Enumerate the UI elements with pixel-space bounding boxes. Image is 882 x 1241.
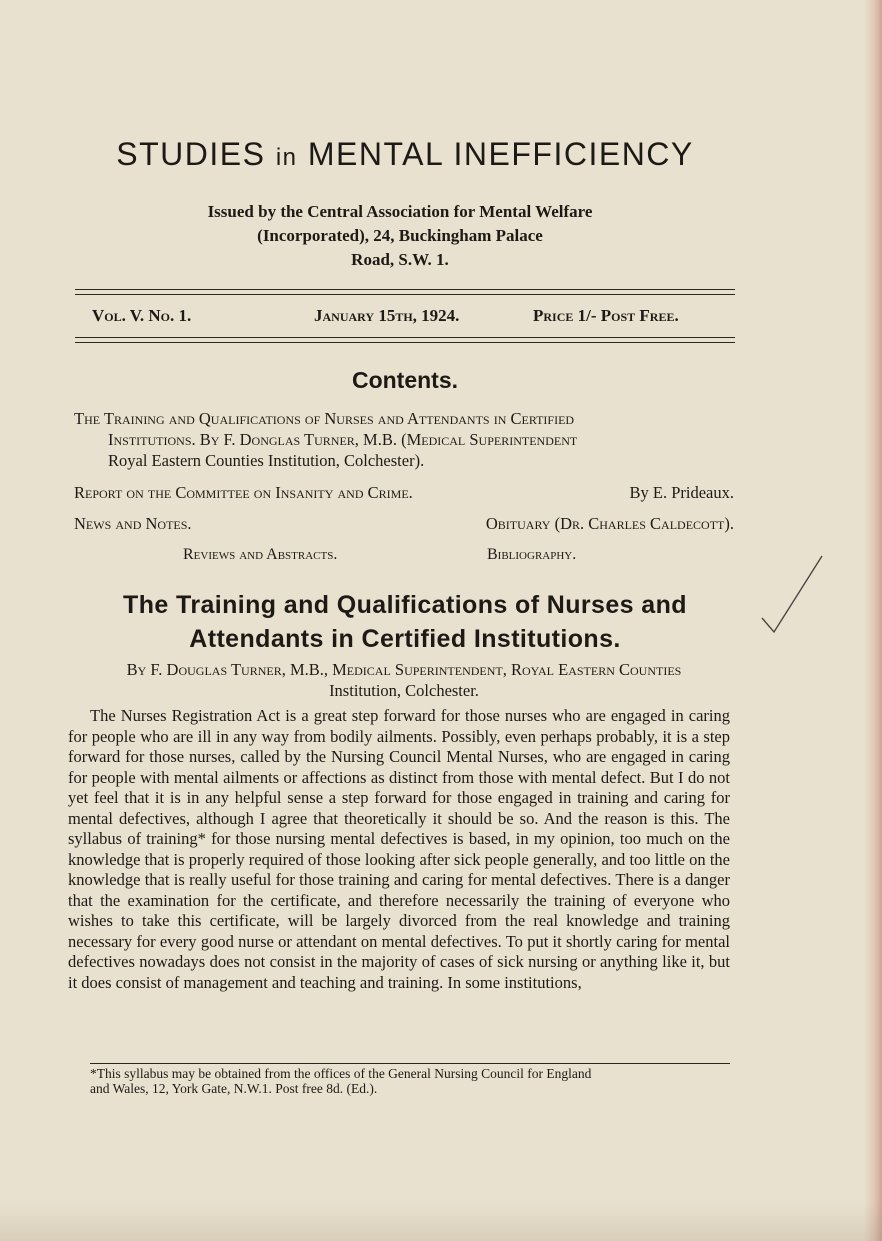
contents-item-1-line-3: Royal Eastern Counties Institution, Colchester). <box>108 451 425 470</box>
article-byline <box>73 659 735 701</box>
top-rule-1 <box>75 289 735 290</box>
contents-heading: Contents. <box>351 367 459 393</box>
article-body: The Nurses Registration Act is a great step forward for those nurses who are engaged in caring for people who are ill in any way from bodily ailments. Possibly, even perhaps probably, it is a step forward for those nurses, called by the Nursing Council Mental Nurses, who are engaged in caring for people with mental ailments or affections as distinct from those with mental defect. But I do not yet feel that it is in any helpful sense a step forward for those engaged in training and caring for mental defectives, although I agree that theoretically it should be so. And the reason is this. The syllabus of training* for those nursing mental defectives is based, in my opinion, too much on the knowledge that is properly required of those looking after sick people generally, and too little on the knowledge that is really useful for those training and caring for mental defectives. There is a danger that the examination for the certificate, and therefore necessarily the training of everyone who wishes to take this certificate, will be largely divorced from the real knowledge and training necessary for every good nurse or attendant on mental defectives. To put it shortly caring for mental defectives nowadays does not consist in the majority of cases of sick nursing or anything like it, but it does consist of management and teaching and training. In some institutions, <box>68 706 730 992</box>
article-title-line-2: Attendants in Certified Institutions. <box>189 625 621 653</box>
title-in: in <box>275 144 298 171</box>
contents-item-1-line-1: The Training and Qualifications of Nurses and Attendants in Certified <box>74 409 575 428</box>
footnote-rule <box>90 1063 730 1064</box>
contents-item-1-line-2: Institutions. By F. Donglas Turner, M.B. (Medical Superintendent <box>108 430 578 449</box>
journal-title <box>0 136 810 173</box>
contents-item-2-title: Report on the Committee on Insanity and Crime. <box>74 483 413 502</box>
issuer-block <box>170 200 630 272</box>
pencil-tick-mark-icon <box>760 548 830 638</box>
issuer-line-1: Issued by the Central Association for Mental Welfare <box>207 202 593 221</box>
issue-price: Price 1/- Post Free. <box>533 306 679 325</box>
footnote-line-2: and Wales, 12, York Gate, N.W.1. Post free 8d. (Ed.). <box>90 1081 378 1096</box>
title-part-1: STUDIES <box>116 136 276 172</box>
contents-item-3-title: News and Notes. <box>74 514 192 533</box>
bottom-rule-2 <box>75 342 735 343</box>
contents-item-4-bibliography: Bibliography. <box>487 546 577 563</box>
bottom-rule-1 <box>75 337 735 338</box>
byline-line-1: By F. Douglas Turner, M.B., Medical Superintendent, Royal Eastern Counties <box>126 660 682 679</box>
article-title <box>70 588 740 656</box>
page-bottom-shade <box>0 1201 882 1241</box>
issuer-line-3: Road, S.W. 1. <box>351 250 449 269</box>
contents-item-4-reviews: Reviews and Abstracts. <box>183 546 338 563</box>
top-rule-2 <box>75 294 735 295</box>
contents-item-1 <box>74 408 734 471</box>
page-edge-shade <box>864 0 882 1241</box>
byline-line-2: Institution, Colchester. <box>329 681 479 700</box>
issuer-line-2: (Incorporated), 24, Buckingham Palace <box>257 226 543 245</box>
contents-item-3-obituary: Obituary (Dr. Charles Caldecott). <box>485 514 734 533</box>
article-title-line-1: The Training and Qualifications of Nurses and <box>123 591 687 619</box>
issue-date: January 15th, 1924. <box>314 306 460 325</box>
footnote <box>62 1066 732 1096</box>
footnote-line-1: *This syllabus may be obtained from the offices of the General Nursing Council for England <box>90 1066 592 1081</box>
title-part-2: MENTAL INEFFICIENCY <box>297 136 694 172</box>
contents-item-2-author: By E. Prideaux. <box>629 483 734 502</box>
volume-number: Vol. V. No. 1. <box>92 306 192 325</box>
